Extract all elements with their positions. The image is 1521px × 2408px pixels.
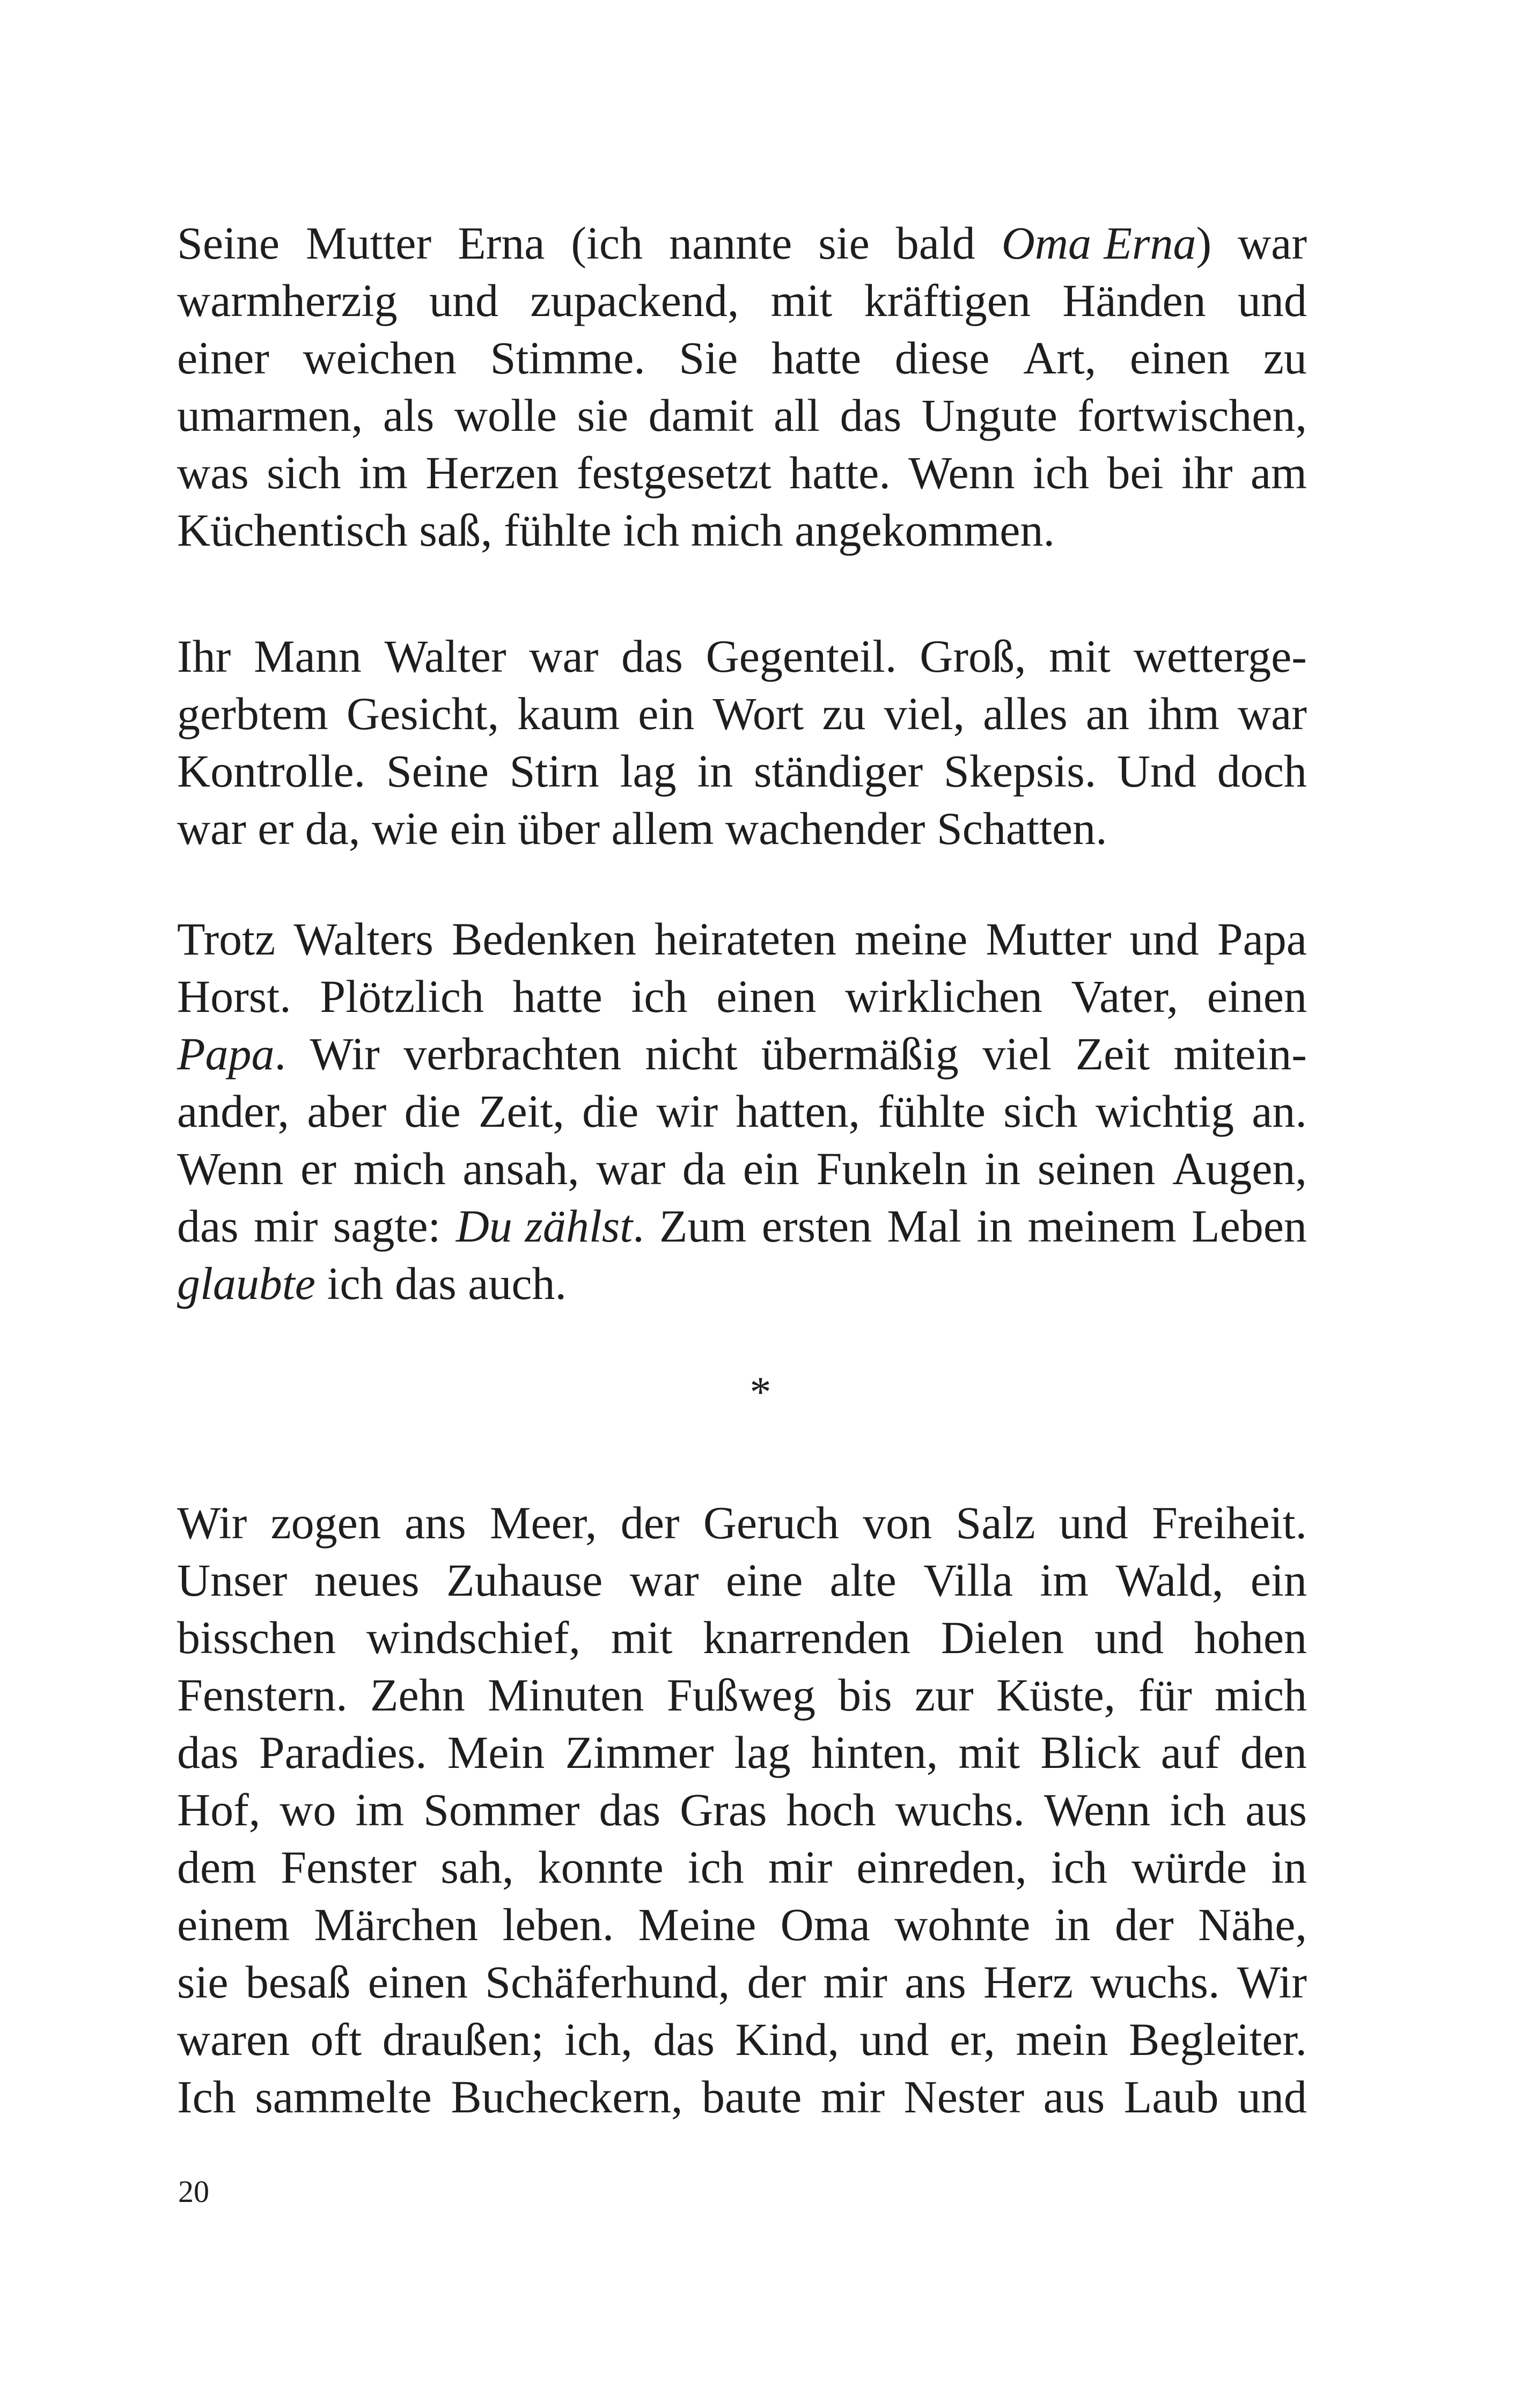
word: wolle <box>454 390 557 441</box>
word: ständiger <box>753 745 923 797</box>
word: alles <box>983 688 1068 739</box>
word: fühlte <box>504 504 612 556</box>
word: Und <box>1116 745 1197 797</box>
word: Meer, <box>490 1497 597 1548</box>
text-line <box>177 1609 1307 1666</box>
text-line <box>177 2011 1307 2068</box>
word: damit <box>648 390 754 441</box>
word: aus <box>1245 1784 1307 1836</box>
word: konnte <box>538 1841 664 1893</box>
word: Walter <box>384 630 506 682</box>
word: sich <box>1003 1085 1078 1137</box>
word: fühlte <box>878 1085 986 1137</box>
word: nicht <box>645 1028 738 1080</box>
word: ersten <box>761 1200 872 1252</box>
word: wachender <box>725 803 925 854</box>
word: Groß, <box>920 630 1026 682</box>
text-line <box>177 1140 1307 1198</box>
text-line <box>177 329 1307 387</box>
word: meine <box>855 913 968 965</box>
word: all <box>774 390 820 441</box>
word: Funkeln <box>816 1143 968 1194</box>
word: ich <box>1050 1841 1108 1893</box>
text-line <box>177 1255 1307 1312</box>
word: einen <box>368 1956 468 2008</box>
word: auf <box>1160 1727 1220 1778</box>
word: hoch <box>786 1784 876 1836</box>
word: er <box>300 1143 336 1194</box>
word: ein <box>1250 1554 1307 1606</box>
word: Salz <box>956 1497 1035 1548</box>
paragraph-papa-horst <box>177 911 1307 1312</box>
word: das <box>177 1727 239 1778</box>
word: Erna <box>458 217 545 269</box>
text-line <box>177 1025 1307 1083</box>
word: zur <box>914 1669 974 1721</box>
word: zogen <box>270 1497 381 1548</box>
word: ein <box>638 688 695 739</box>
word: Ihr <box>177 630 231 682</box>
word: an <box>1085 688 1130 739</box>
word: und <box>1129 913 1199 965</box>
word: heirateten <box>655 913 837 965</box>
word: bisschen <box>177 1612 336 1663</box>
word: Papa. <box>177 1028 286 1080</box>
word: Art, <box>1023 332 1097 384</box>
word: Kontrolle. <box>177 745 366 797</box>
word: Bedenken <box>452 913 636 965</box>
word: einem <box>177 1899 290 1950</box>
word: Leben <box>1192 1200 1307 1252</box>
word: windschief, <box>366 1612 581 1663</box>
word: doch <box>1217 745 1307 797</box>
word: mitein- <box>1173 1028 1307 1080</box>
word: sagte: <box>333 1200 441 1252</box>
word: war <box>1238 217 1307 269</box>
word: Stimme. <box>490 332 645 384</box>
word: wuchs. <box>1090 1956 1220 2008</box>
word: wohnte <box>894 1899 1031 1950</box>
word: wichtig <box>1096 1085 1234 1137</box>
word: war <box>596 1143 666 1194</box>
word: Gegenteil. <box>706 630 897 682</box>
word: oft <box>310 2014 362 2065</box>
word: wie <box>371 803 439 854</box>
word: er, <box>950 2014 995 2065</box>
word: Augen, <box>1172 1143 1307 1194</box>
word: und <box>429 275 498 326</box>
word: weichen <box>303 332 457 384</box>
word: lag <box>734 1727 791 1778</box>
word: warmherzig <box>177 275 398 326</box>
word: von <box>863 1497 932 1548</box>
word: Bucheckern, <box>451 2071 683 2123</box>
word: baute <box>702 2071 802 2123</box>
word: der <box>1114 1899 1174 1950</box>
word: hatte. <box>789 447 891 498</box>
word: Küste, <box>996 1669 1116 1721</box>
word: war <box>177 803 246 854</box>
word: Papa <box>1217 913 1307 965</box>
word: Laub <box>1123 2071 1219 2123</box>
word: als <box>383 390 435 441</box>
word: Mein <box>447 1727 545 1778</box>
word: Wir <box>177 1497 247 1548</box>
paragraph-walter <box>177 628 1307 857</box>
word: kaum <box>517 688 620 739</box>
word: ich, <box>564 2014 633 2065</box>
word: Skepsis. <box>943 745 1097 797</box>
word: lag <box>620 745 677 797</box>
word: Villa <box>923 1554 1013 1606</box>
word: bei <box>1107 447 1164 498</box>
word: Zum <box>659 1200 747 1252</box>
word: wuchs. <box>895 1784 1025 1836</box>
word: Ich <box>177 2071 236 2123</box>
word: Meine <box>638 1899 756 1950</box>
word: das <box>599 1784 661 1836</box>
word: waren <box>177 2014 290 2065</box>
word: Gesicht, <box>346 688 499 739</box>
word: sie <box>818 217 870 269</box>
word: mich <box>690 504 783 556</box>
text-line <box>177 1494 1307 1552</box>
word: (ich <box>571 217 643 269</box>
text-line <box>177 444 1307 502</box>
word: alte <box>829 1554 897 1606</box>
text-line <box>177 1839 1307 1896</box>
word: wo <box>280 1784 336 1836</box>
word: das <box>177 1200 239 1252</box>
word: Geruch <box>703 1497 839 1548</box>
word: fortwischen, <box>1077 390 1307 441</box>
word: Dielen <box>940 1612 1064 1663</box>
word: Trotz <box>177 913 276 965</box>
word: das <box>840 390 902 441</box>
word: Mann <box>254 630 362 682</box>
word: glaubte <box>177 1258 315 1309</box>
word: mich <box>353 1143 446 1194</box>
word: mit <box>1049 630 1111 682</box>
word: gerbtem <box>177 688 328 739</box>
word: ander, <box>177 1085 290 1137</box>
paragraph-oma-erna <box>177 215 1307 559</box>
text-line <box>177 743 1307 800</box>
word: ein <box>743 1143 799 1194</box>
word: Horst. <box>177 971 291 1022</box>
word: Mutter <box>986 913 1112 965</box>
word: Kind, <box>735 2014 839 2065</box>
word: meinem <box>1027 1200 1177 1252</box>
word: Schäferhund, <box>485 1956 730 2008</box>
word: Mutter <box>306 217 432 269</box>
word: mir <box>768 1841 833 1893</box>
word: draußen; <box>382 2014 544 2065</box>
word: ihm <box>1148 688 1219 739</box>
word: aus <box>1043 2071 1105 2123</box>
word: Küchentisch <box>177 504 408 556</box>
word: sie <box>177 1956 229 2008</box>
word: Unser <box>177 1554 288 1606</box>
text-line <box>177 628 1307 685</box>
word: wirklichen <box>845 971 1042 1022</box>
word: da, <box>305 803 361 854</box>
text-line <box>177 502 1307 559</box>
word: ich <box>631 971 688 1022</box>
text-line <box>177 1666 1307 1724</box>
word: ich <box>327 1258 384 1309</box>
word: Plötzlich <box>320 971 484 1022</box>
word: die <box>582 1085 639 1137</box>
word: ich <box>687 1841 744 1893</box>
word: Händen <box>1062 275 1206 326</box>
word: zupackend, <box>530 275 739 326</box>
word: den <box>1240 1727 1307 1778</box>
word: mir <box>823 1956 887 2008</box>
text-line <box>177 968 1307 1025</box>
word: über <box>518 803 600 854</box>
word: Märchen <box>314 1899 479 1950</box>
word: ihr <box>1181 447 1233 498</box>
word: mir <box>254 1200 318 1252</box>
word: am <box>1250 447 1307 498</box>
word: einer <box>177 332 269 384</box>
word: Zeit <box>1075 1028 1150 1080</box>
word: mir <box>820 2071 885 2123</box>
word: er <box>258 803 294 854</box>
word: mit <box>770 275 833 326</box>
word: ein <box>450 803 506 854</box>
word: bald <box>895 217 975 269</box>
word: festgesetzt <box>576 447 771 498</box>
word: aber <box>307 1085 387 1137</box>
word: mich <box>1215 1669 1307 1721</box>
text-line <box>177 2068 1307 2126</box>
word: Zuhause <box>446 1554 603 1606</box>
word: und <box>1094 1612 1164 1663</box>
word: ans <box>905 1956 966 2008</box>
text-line <box>177 1896 1307 1954</box>
word: Fußweg <box>666 1669 815 1721</box>
word: diese <box>894 332 990 384</box>
word: sich <box>267 447 341 498</box>
word: neues <box>314 1554 420 1606</box>
word: ich <box>1170 1784 1226 1836</box>
word: eine <box>726 1554 803 1606</box>
word: und <box>859 2014 929 2065</box>
word: einen <box>1129 332 1230 384</box>
word: Wenn <box>177 1143 284 1194</box>
word: sammelte <box>255 2071 432 2123</box>
word: ans <box>405 1497 466 1548</box>
word: mein <box>1016 2014 1108 2065</box>
word: Zeit, <box>478 1085 564 1137</box>
word: der <box>620 1497 680 1548</box>
word: ansah, <box>462 1143 579 1194</box>
word: in <box>1271 1841 1307 1893</box>
word: die <box>404 1085 461 1137</box>
word: hinten, <box>811 1727 938 1778</box>
word: knarrenden <box>703 1612 911 1663</box>
word: Oma <box>780 1899 870 1950</box>
word: saß, <box>419 504 493 556</box>
word: einen <box>716 971 817 1022</box>
word: viel <box>982 1028 1052 1080</box>
word: Vater, <box>1071 971 1179 1022</box>
word: besaß <box>245 1956 351 2008</box>
word: Nester <box>903 2071 1025 2123</box>
word: Wald, <box>1115 1554 1224 1606</box>
text-line <box>177 215 1307 272</box>
word: Begleiter. <box>1129 2014 1307 2065</box>
word: Ungute <box>921 390 1057 441</box>
word: verbrachten <box>403 1028 622 1080</box>
word: in <box>697 745 733 797</box>
word: Gras <box>680 1784 767 1836</box>
word: Minuten <box>488 1669 644 1721</box>
word: hatten, <box>736 1085 861 1137</box>
word: Wort <box>712 688 804 739</box>
text-line <box>177 1954 1307 2011</box>
word: bis <box>838 1669 892 1721</box>
word: mit <box>958 1727 1020 1778</box>
word: auch. <box>468 1258 567 1309</box>
word: hohen <box>1194 1612 1307 1663</box>
word: Paradies. <box>259 1727 427 1778</box>
word: Zehn <box>370 1669 465 1721</box>
word: hatte <box>771 332 862 384</box>
word: Wenn <box>1044 1784 1151 1836</box>
word: in <box>976 1200 1013 1252</box>
word: Seine <box>177 217 280 269</box>
word: für <box>1138 1669 1192 1721</box>
word: Seine <box>386 745 489 797</box>
text-line <box>177 1552 1307 1609</box>
word: Wenn <box>908 447 1015 498</box>
word: Wir <box>310 1028 380 1080</box>
word: dem <box>177 1841 257 1893</box>
word: das <box>395 1258 457 1309</box>
word: Sommer <box>423 1784 580 1836</box>
word: Hof, <box>177 1784 261 1836</box>
word: Du zählst. <box>455 1200 644 1252</box>
word: nannte <box>669 217 792 269</box>
word: Sie <box>679 332 738 384</box>
word: ich <box>623 504 680 556</box>
text-line <box>177 685 1307 743</box>
word: war <box>1237 688 1307 739</box>
word: sah, <box>440 1841 514 1893</box>
word: würde <box>1131 1841 1247 1893</box>
word: ich <box>1033 447 1090 498</box>
word: im <box>355 1784 405 1836</box>
word: kräftigen <box>864 275 1031 326</box>
word: und <box>1237 2071 1307 2123</box>
word: war <box>629 1554 699 1606</box>
word: da <box>682 1143 726 1194</box>
word: Freiheit. <box>1152 1497 1307 1548</box>
page-number: 20 <box>178 2174 209 2209</box>
word: und <box>1059 1497 1128 1548</box>
word: der <box>747 1956 806 2008</box>
word: Stirn <box>509 745 599 797</box>
word: wetterge- <box>1133 630 1307 682</box>
text-line <box>177 387 1307 444</box>
word: seinen <box>1037 1143 1156 1194</box>
word: angekommen. <box>795 504 1055 556</box>
word: was <box>177 447 249 498</box>
word: leben. <box>502 1899 614 1950</box>
word: zu <box>822 688 866 739</box>
word: sie <box>577 390 629 441</box>
word: Walters <box>293 913 433 965</box>
word: übermäßig <box>761 1028 959 1080</box>
text-line <box>177 800 1307 857</box>
word: das <box>653 2014 715 2065</box>
word: allem <box>611 803 714 854</box>
word: mit <box>611 1612 673 1663</box>
word: im <box>359 447 408 498</box>
paragraph-meer <box>177 1494 1307 2126</box>
word: einreden, <box>856 1841 1027 1893</box>
word: wir <box>656 1085 718 1137</box>
text-line <box>177 1781 1307 1839</box>
word: Blick <box>1040 1727 1141 1778</box>
word: Herzen <box>425 447 559 498</box>
word: Fenster <box>281 1841 417 1893</box>
word: an. <box>1252 1085 1307 1137</box>
text-line <box>177 1198 1307 1255</box>
word: im <box>1040 1554 1089 1606</box>
word: umarmen, <box>177 390 363 441</box>
word: zu <box>1263 332 1307 384</box>
word: in <box>984 1143 1021 1194</box>
word: hatte <box>512 971 602 1022</box>
word: Oma Erna) <box>1001 217 1212 269</box>
word: war <box>529 630 599 682</box>
word: einen <box>1207 971 1307 1022</box>
word: Herz <box>983 1956 1074 2008</box>
text-line <box>177 1083 1307 1140</box>
word: und <box>1237 275 1307 326</box>
word: Nähe, <box>1198 1899 1307 1950</box>
word: Fenstern. <box>177 1669 348 1721</box>
word: Schatten. <box>936 803 1107 854</box>
text-line <box>177 1724 1307 1781</box>
word: das <box>621 630 683 682</box>
word: Mal <box>887 1200 962 1252</box>
word: Wir <box>1237 1956 1307 2008</box>
word: in <box>1054 1899 1091 1950</box>
word: viel, <box>884 688 965 739</box>
text-line <box>177 272 1307 329</box>
section-separator: * <box>750 1369 771 1416</box>
text-line <box>177 911 1307 968</box>
word: Zimmer <box>565 1727 714 1778</box>
